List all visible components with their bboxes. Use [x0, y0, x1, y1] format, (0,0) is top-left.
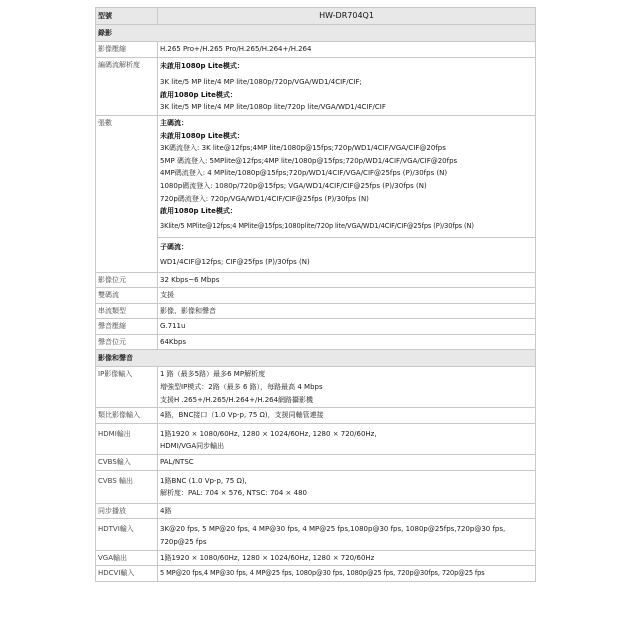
- row-analog-video-input: [96, 408, 536, 424]
- row-hdcvi-input: [96, 566, 536, 582]
- row-label: 串流類型: [96, 303, 158, 319]
- row-label: IP影像輸入: [96, 367, 158, 408]
- row-value: 4路，BNC接口（1.0 Vp-p, 75 Ω)，支援同軸管連接: [158, 408, 536, 424]
- row-value: [158, 367, 536, 408]
- text-line: 4MP碼流登入: 4 MPlite/1080p@15fps;720p/WD1/4CIF/VGA/CIF@25fps (P)/30fps (N): [160, 169, 448, 178]
- text-line: 3K碼流登入: 3K lite@12fps;4MP lite/1080p@15fps;720p/WD1/4CIF/VGA/CIF@20fps: [160, 144, 446, 153]
- row-frame-rate: [96, 115, 536, 272]
- text-line: 啟用1080p Lite模式：: [160, 207, 237, 216]
- row-video-compression: [96, 42, 536, 58]
- row-label: 類比影像輸入: [96, 408, 158, 424]
- row-value: G.711u: [158, 319, 536, 335]
- row-value: 64Kbps: [158, 334, 536, 350]
- row-value: H.265 Pro+/H.265 Pro/H.265/H.264+/H.264: [158, 42, 536, 58]
- row-audio-compression: [96, 319, 536, 335]
- row-value: [158, 519, 536, 550]
- row-value: 1路1920 × 1080/60Hz, 1280 × 1024/60Hz, 1280 × 720/60Hz: [158, 550, 536, 566]
- row-dual-stream: [96, 288, 536, 304]
- model-label: 型號: [96, 8, 158, 25]
- text-line: 增強型IP模式：2路（最多 6 路），每路最高 4 Mbps: [160, 383, 323, 392]
- model-value: HW-DR704Q1: [158, 8, 536, 25]
- text-line: 3K lite/5 MP lite/4 MP lite/1080p/720p/VGA/WD1/4CIF/CIF;: [160, 78, 362, 87]
- row-hdtvi-input: [96, 519, 536, 550]
- text-line: 1080p碼流登入: 1080p/720p@15fps; VGA/WD1/4CIF/CIF@25fps (P)/30fps (N): [160, 181, 427, 190]
- section-video-audio: [96, 350, 536, 367]
- section-title: 影像和聲音: [96, 350, 536, 367]
- text-line: 主碼流：: [160, 118, 188, 127]
- row-label: CVBS輸入: [96, 455, 158, 471]
- row-label: 影像位元: [96, 272, 158, 288]
- row-value: 4路: [158, 503, 536, 519]
- text-line: 解析度：PAL: 704 × 576, NTSC: 704 × 480: [160, 489, 307, 498]
- row-value: [158, 57, 536, 115]
- text-line: 支援H .265+/H.265/H.264+/H.264網路攝影機: [160, 395, 314, 404]
- text-line: 5MP 碼流登入: 5MPlite@12fps;4MP lite/1080p@15fps;720p/WD1/4CIF/VGA/CIF@20fps: [160, 156, 458, 165]
- spec-table: [95, 7, 536, 582]
- row-ip-video-input: [96, 367, 536, 408]
- row-label: HDTVI輸入: [96, 519, 158, 550]
- row-sync-playback: [96, 503, 536, 519]
- row-value: 影像、影像和聲音: [158, 303, 536, 319]
- row-value: 32 Kbps~6 Mbps: [158, 272, 536, 288]
- row-cvbs-input: [96, 455, 536, 471]
- spec-sheet: [95, 7, 506, 582]
- text-line: 1路BNC (1.0 Vp-p, 75 Ω),: [160, 476, 247, 485]
- sub-divider: [158, 237, 535, 238]
- row-value: [158, 115, 536, 272]
- header-row: [96, 8, 536, 25]
- row-label: 雙碼流: [96, 288, 158, 304]
- text-line: 3K lite/5 MP lite/4 MP lite/1080p lite/720p lite/VGA/WD1/4CIF/CIF: [160, 103, 386, 112]
- row-label: 編碼流解析度: [96, 57, 158, 115]
- text-line: 未啟用1080p Lite模式：: [160, 131, 244, 140]
- text-line: 3Klite/5 MPlite@12fps;4 MPlite@15fps;1080plite/720p lite/VGA/WD1/4CIF/CIF@25fps (P)/30fps (N): [160, 221, 474, 230]
- row-label: 張數: [96, 115, 158, 272]
- section-recording: [96, 25, 536, 42]
- text-line: 未啟用1080p Lite模式：: [160, 61, 244, 70]
- text-line: WD1/4CIF@12fps; CIF@25fps (P)/30fps (N): [160, 257, 310, 266]
- text-line: 720p碼流登入: 720p/VGA/WD1/4CIF/CIF@25fps (P)/30fps (N): [160, 194, 369, 203]
- row-label: 聲音位元: [96, 334, 158, 350]
- text-line: 1 路（最多5路）最多6 MP解析度: [160, 370, 266, 379]
- row-label: CVBS 輸出: [96, 470, 158, 503]
- text-line: 1路1920 × 1080/60Hz, 1280 × 1024/60Hz, 1280 × 720/60Hz,: [160, 429, 377, 438]
- text-line: 3K@20 fps, 5 MP@20 fps, 4 MP@30 fps, 4 MP@25 fps,1080p@30 fps, 1080p@25fps,720p@30 fps,: [160, 525, 506, 534]
- text-line: HDMI/VGA同步輸出: [160, 442, 225, 451]
- row-label: HDCVI輸入: [96, 566, 158, 582]
- row-label: VGA輸出: [96, 550, 158, 566]
- text-line: 啟用1080p Lite模式：: [160, 90, 237, 99]
- row-encoding-resolution: [96, 57, 536, 115]
- row-hdmi-output: [96, 423, 536, 454]
- row-video-bitrate: [96, 272, 536, 288]
- row-label: HDMI輸出: [96, 423, 158, 454]
- text-line: 720p@25 fps: [160, 538, 207, 546]
- row-audio-bitrate: [96, 334, 536, 350]
- section-title: 錄影: [96, 25, 536, 42]
- row-label: 聲音壓縮: [96, 319, 158, 335]
- row-vga-output: [96, 550, 536, 566]
- row-value: [158, 423, 536, 454]
- row-cvbs-output: [96, 470, 536, 503]
- row-value: 5 MP@20 fps,4 MP@30 fps, 4 MP@25 fps, 1080p@30 fps, 1080p@25 fps, 720p@30fps, 720p@25 fps: [158, 566, 536, 582]
- row-value: PAL/NTSC: [158, 455, 536, 471]
- row-value: 支援: [158, 288, 536, 304]
- row-stream-type: [96, 303, 536, 319]
- text-line: 子碼流：: [160, 243, 188, 252]
- row-label: 影像壓縮: [96, 42, 158, 58]
- row-label: 同步播放: [96, 503, 158, 519]
- row-value: [158, 470, 536, 503]
